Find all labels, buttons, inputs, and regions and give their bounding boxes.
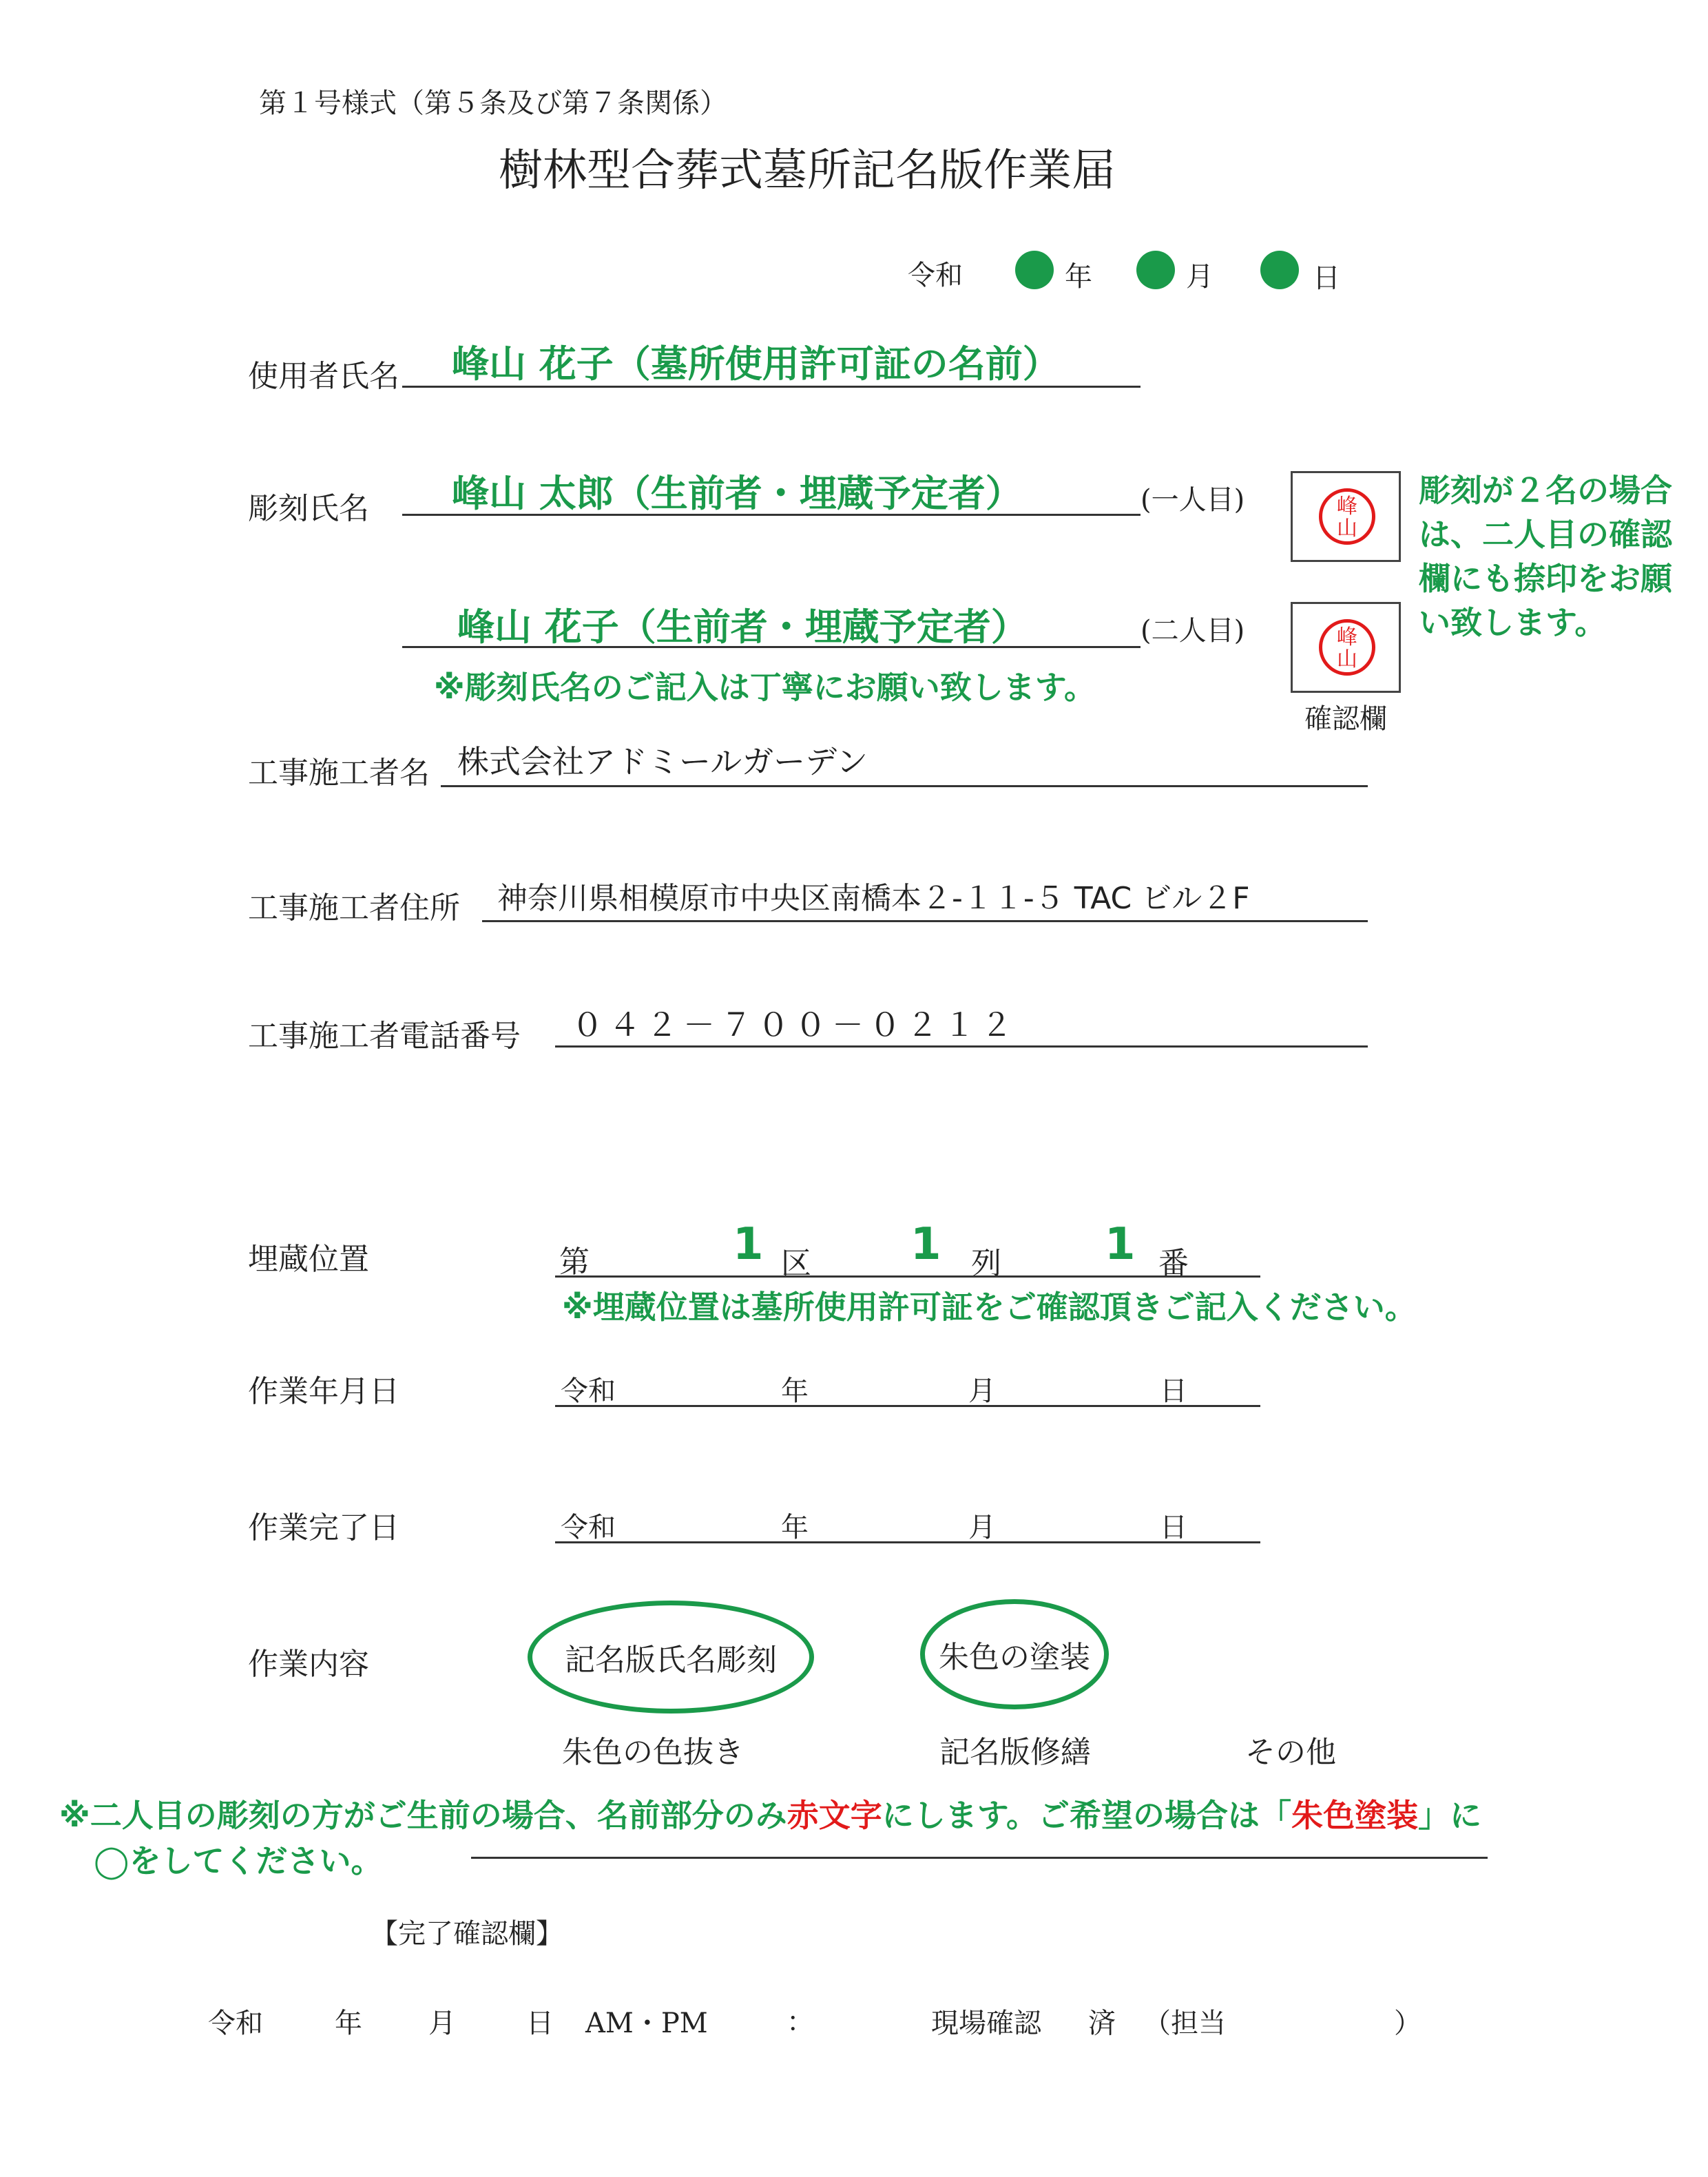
confirm-label: 確認欄 — [1304, 703, 1387, 735]
completion-date-month: 月 — [968, 1512, 996, 1543]
check-month: 月 — [428, 2008, 456, 2039]
completion-date-day: 日 — [1160, 1512, 1187, 1543]
second-seal: 峰 山 — [1319, 619, 1375, 676]
notice-line-1: ※二人目の彫刻の方がご生前の場合、名前部分のみ赤文字にします。ご希望の場合は「朱色塗装」に — [59, 1797, 1482, 1834]
check-year: 年 — [335, 2008, 362, 2039]
date-year-dot — [1015, 251, 1054, 289]
contractor-address-value[interactable]: 神奈川県相模原市中央区南橋本２-１１-５ TAC ビル２F — [497, 881, 1250, 916]
burial-label: 埋蔵位置 — [248, 1242, 369, 1277]
first-seal-box[interactable] — [1291, 471, 1401, 562]
work-date-day: 日 — [1160, 1375, 1187, 1407]
date-month-label: 月 — [1186, 261, 1214, 293]
work-date-year: 年 — [781, 1375, 809, 1407]
engraving-note: ※彫刻氏名のご記入は丁寧にお願い致します。 — [434, 669, 1096, 706]
work-option-engraving[interactable]: 記名版氏名彫刻 — [528, 1601, 814, 1714]
contractor-phone-label: 工事施工者電話番号 — [248, 1019, 521, 1054]
check-done[interactable]: 済 — [1088, 2008, 1116, 2039]
completion-date-era: 令和 — [561, 1512, 616, 1543]
burial-note: ※埋蔵位置は墓所使用許可証をご確認頂きご記入ください。 — [562, 1289, 1417, 1326]
date-day-dot — [1260, 251, 1299, 289]
check-site: 現場確認 — [931, 2008, 1041, 2039]
burial-ban-value[interactable]: 1 — [1105, 1219, 1136, 1270]
burial-retsu: 列 — [971, 1246, 1001, 1281]
completion-date-underline — [555, 1541, 1260, 1543]
engraving-label: 彫刻氏名 — [248, 491, 369, 526]
contractor-address-label: 工事施工者住所 — [248, 890, 460, 926]
work-date-month: 月 — [968, 1375, 996, 1407]
work-option-vermilion-paint[interactable]: 朱色の塗装 — [920, 1599, 1109, 1709]
first-seal: 峰 山 — [1319, 488, 1375, 545]
date-era: 令和 — [908, 260, 963, 291]
work-option-plate-repair[interactable]: 記名版修繕 — [939, 1735, 1091, 1770]
notice-line-2: ◯をしてください。 — [94, 1842, 383, 1879]
engraving-second-suffix: (二人目) — [1141, 615, 1245, 647]
date-day-label: 日 — [1313, 262, 1340, 294]
contractor-name-value[interactable]: 株式会社アドミールガーデン — [457, 743, 868, 780]
burial-ku: 区 — [781, 1246, 811, 1281]
work-option-vermilion-removal[interactable]: 朱色の色抜き — [562, 1735, 744, 1770]
engraving-first-value[interactable]: 峰山 太郎（生前者・埋蔵予定者） — [452, 472, 1023, 515]
check-era: 令和 — [208, 2008, 263, 2039]
check-ampm[interactable]: AM・PM — [585, 2008, 708, 2039]
completion-check-title: 【完了確認欄】 — [371, 1918, 563, 1950]
burial-retsu-value[interactable]: 1 — [910, 1219, 941, 1270]
work-option-other[interactable]: その他 — [1245, 1735, 1336, 1770]
form-number: 第１号様式（第５条及び第７条関係） — [259, 87, 727, 119]
side-note: 彫刻が２名の場合 は、二人目の確認 欄にも捺印をお願 い致します。 — [1419, 472, 1672, 641]
user-name-label: 使用者氏名 — [248, 359, 399, 394]
date-month-dot — [1136, 251, 1175, 289]
contractor-phone-value[interactable]: ０４２－７００－０２１２ — [572, 1006, 1018, 1043]
notice-underline — [471, 1857, 1488, 1859]
work-date-label: 作業年月日 — [248, 1374, 399, 1409]
work-content-label: 作業内容 — [248, 1647, 369, 1682]
engraving-first-suffix: (一人目) — [1141, 484, 1245, 516]
burial-ku-value[interactable]: 1 — [733, 1219, 764, 1270]
contractor-phone-underline — [555, 1045, 1368, 1048]
contractor-address-underline — [482, 920, 1368, 922]
burial-dai: 第 — [559, 1244, 590, 1280]
user-name-underline — [402, 386, 1141, 388]
check-day: 日 — [526, 2008, 554, 2039]
check-person-open: （担当 — [1143, 2008, 1226, 2039]
contractor-name-label: 工事施工者名 — [248, 756, 430, 791]
work-date-underline — [555, 1405, 1260, 1407]
completion-date-label: 作業完了日 — [248, 1510, 399, 1545]
engraving-first-underline — [402, 514, 1141, 516]
engraving-second-value[interactable]: 峰山 花子（生前者・埋蔵予定者） — [457, 605, 1028, 649]
engraving-second-underline — [402, 646, 1141, 648]
second-seal-box[interactable] — [1291, 602, 1401, 693]
completion-date-year: 年 — [781, 1512, 809, 1543]
page-title: 樹林型合葬式墓所記名版作業届 — [499, 145, 1116, 196]
burial-ban: 番 — [1158, 1246, 1189, 1281]
date-year-label: 年 — [1065, 261, 1092, 293]
user-name-value[interactable]: 峰山 花子（墓所使用許可証の名前） — [452, 342, 1060, 386]
check-person-close: ） — [1394, 2008, 1421, 2039]
check-colon: ： — [787, 2006, 814, 2038]
contractor-name-underline — [441, 785, 1368, 787]
work-date-era: 令和 — [561, 1375, 616, 1407]
burial-underline — [555, 1275, 1260, 1278]
